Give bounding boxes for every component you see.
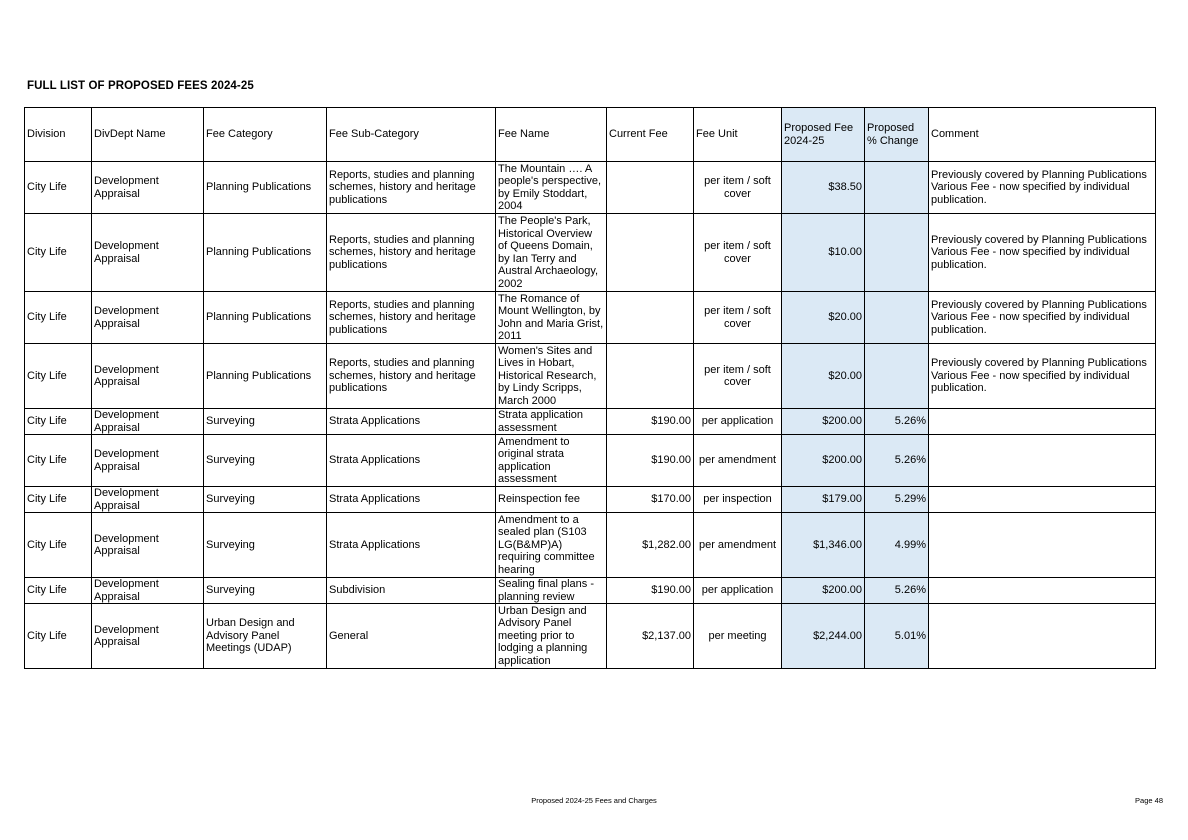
cell-fee-sub-category: Strata Applications (327, 409, 496, 435)
table-row (25, 435, 1156, 487)
cell-current-fee (607, 344, 694, 409)
cell-fee-name: Sealing final plans - planning review (496, 578, 607, 604)
cell-fee-unit: per item / soft cover (694, 214, 782, 292)
cell-fee-category: Planning Publications (204, 344, 327, 409)
cell-fee-unit: per amendment (694, 435, 782, 487)
cell-comment (929, 604, 1156, 669)
cell-division: City Life (25, 409, 92, 435)
cell-divdept-name: Development Appraisal (92, 292, 204, 344)
cell-division: City Life (25, 292, 92, 344)
page-title: FULL LIST OF PROPOSED FEES 2024-25 (27, 80, 254, 92)
cell-current-fee (607, 162, 694, 214)
cell-division: City Life (25, 214, 92, 292)
header-division: Division (25, 108, 92, 162)
cell-fee-sub-category: General (327, 604, 496, 669)
cell-fee-category: Surveying (204, 578, 327, 604)
cell-fee-unit: per meeting (694, 604, 782, 669)
cell-proposed-fee: $1,346.00 (782, 513, 865, 578)
cell-fee-category: Planning Publications (204, 292, 327, 344)
cell-comment (929, 487, 1156, 513)
header-fee-name: Fee Name (496, 108, 607, 162)
cell-fee-sub-category: Strata Applications (327, 435, 496, 487)
cell-fee-name: The Romance of Mount Wellington, by John and Maria Grist, 2011 (496, 292, 607, 344)
cell-fee-sub-category: Reports, studies and planning schemes, history and heritage publications (327, 214, 496, 292)
cell-fee-category: Surveying (204, 513, 327, 578)
cell-comment (929, 409, 1156, 435)
cell-comment (929, 435, 1156, 487)
cell-proposed-change: 5.29% (865, 487, 929, 513)
cell-current-fee (607, 214, 694, 292)
cell-fee-unit: per application (694, 578, 782, 604)
cell-division: City Life (25, 604, 92, 669)
table-row (25, 162, 1156, 214)
cell-fee-name: The Mountain …. A people's perspective, by Emily Stoddart, 2004 (496, 162, 607, 214)
cell-current-fee (607, 292, 694, 344)
cell-fee-name: Strata application assessment (496, 409, 607, 435)
cell-division: City Life (25, 578, 92, 604)
cell-fee-sub-category: Strata Applications (327, 513, 496, 578)
cell-fee-category: Planning Publications (204, 162, 327, 214)
header-current-fee: Current Fee (607, 108, 694, 162)
table-row (25, 344, 1156, 409)
cell-proposed-fee: $20.00 (782, 292, 865, 344)
table-row (25, 487, 1156, 513)
cell-proposed-fee: $20.00 (782, 344, 865, 409)
cell-fee-sub-category: Subdivision (327, 578, 496, 604)
cell-fee-unit: per application (694, 409, 782, 435)
cell-divdept-name: Development Appraisal (92, 435, 204, 487)
cell-proposed-change (865, 344, 929, 409)
cell-divdept-name: Development Appraisal (92, 344, 204, 409)
cell-current-fee: $170.00 (607, 487, 694, 513)
cell-comment: Previously covered by Planning Publications Various Fee - now specified by individual publication. (929, 214, 1156, 292)
table-row (25, 604, 1156, 669)
cell-fee-unit: per amendment (694, 513, 782, 578)
header-proposed-change: Proposed % Change (865, 108, 929, 162)
cell-fee-unit: per item / soft cover (694, 344, 782, 409)
cell-fee-name: Urban Design and Advisory Panel meeting prior to lodging a planning application (496, 604, 607, 669)
cell-fee-name: Amendment to a sealed plan (S103 LG(B&MP)A) requiring committee hearing (496, 513, 607, 578)
cell-comment: Previously covered by Planning Publications Various Fee - now specified by individual publication. (929, 292, 1156, 344)
footer-document-title: Proposed 2024-25 Fees and Charges (531, 796, 657, 805)
cell-fee-name: The People's Park, Historical Overview of Queens Domain, by Ian Terry and Austral Archaeology, 2002 (496, 214, 607, 292)
table-row (25, 409, 1156, 435)
cell-proposed-fee: $200.00 (782, 409, 865, 435)
cell-fee-category: Surveying (204, 435, 327, 487)
cell-divdept-name: Development Appraisal (92, 214, 204, 292)
cell-fee-name: Reinspection fee (496, 487, 607, 513)
cell-proposed-fee: $179.00 (782, 487, 865, 513)
cell-proposed-change: 5.26% (865, 409, 929, 435)
cell-proposed-change (865, 214, 929, 292)
cell-proposed-change (865, 292, 929, 344)
header-fee-category: Fee Category (204, 108, 327, 162)
cell-fee-sub-category: Strata Applications (327, 487, 496, 513)
cell-current-fee: $190.00 (607, 435, 694, 487)
cell-divdept-name: Development Appraisal (92, 578, 204, 604)
table-row (25, 513, 1156, 578)
cell-divdept-name: Development Appraisal (92, 162, 204, 214)
cell-current-fee: $190.00 (607, 578, 694, 604)
cell-comment: Previously covered by Planning Publications Various Fee - now specified by individual publication. (929, 162, 1156, 214)
cell-division: City Life (25, 435, 92, 487)
cell-proposed-change: 5.01% (865, 604, 929, 669)
cell-divdept-name: Development Appraisal (92, 513, 204, 578)
cell-fee-category: Urban Design and Advisory Panel Meetings (UDAP) (204, 604, 327, 669)
header-comment: Comment (929, 108, 1156, 162)
cell-fee-category: Surveying (204, 487, 327, 513)
cell-fee-unit: per inspection (694, 487, 782, 513)
table-row (25, 292, 1156, 344)
cell-fee-sub-category: Reports, studies and planning schemes, history and heritage publications (327, 344, 496, 409)
cell-fee-name: Amendment to original strata application assessment (496, 435, 607, 487)
fees-table (24, 107, 1156, 669)
cell-proposed-change: 4.99% (865, 513, 929, 578)
cell-proposed-fee: $2,244.00 (782, 604, 865, 669)
cell-divdept-name: Development Appraisal (92, 604, 204, 669)
cell-divdept-name: Development Appraisal (92, 487, 204, 513)
cell-comment: Previously covered by Planning Publications Various Fee - now specified by individual publication. (929, 344, 1156, 409)
cell-comment (929, 513, 1156, 578)
cell-fee-sub-category: Reports, studies and planning schemes, history and heritage publications (327, 292, 496, 344)
cell-comment (929, 578, 1156, 604)
cell-proposed-change (865, 162, 929, 214)
footer-page-number: Page 48 (1135, 796, 1163, 805)
cell-division: City Life (25, 344, 92, 409)
header-proposed-fee: Proposed Fee 2024-25 (782, 108, 865, 162)
cell-proposed-fee: $200.00 (782, 578, 865, 604)
cell-fee-sub-category: Reports, studies and planning schemes, history and heritage publications (327, 162, 496, 214)
header-divdept-name: DivDept Name (92, 108, 204, 162)
table-row (25, 214, 1156, 292)
header-fee-unit: Fee Unit (694, 108, 782, 162)
header-fee-sub-category: Fee Sub-Category (327, 108, 496, 162)
cell-divdept-name: Development Appraisal (92, 409, 204, 435)
cell-fee-unit: per item / soft cover (694, 292, 782, 344)
cell-division: City Life (25, 162, 92, 214)
cell-proposed-change: 5.26% (865, 578, 929, 604)
cell-proposed-fee: $38.50 (782, 162, 865, 214)
cell-fee-category: Planning Publications (204, 214, 327, 292)
cell-proposed-fee: $200.00 (782, 435, 865, 487)
cell-division: City Life (25, 487, 92, 513)
cell-fee-category: Surveying (204, 409, 327, 435)
cell-division: City Life (25, 513, 92, 578)
cell-fee-unit: per item / soft cover (694, 162, 782, 214)
cell-current-fee: $1,282.00 (607, 513, 694, 578)
cell-proposed-fee: $10.00 (782, 214, 865, 292)
cell-current-fee: $190.00 (607, 409, 694, 435)
cell-current-fee: $2,137.00 (607, 604, 694, 669)
cell-fee-name: Women's Sites and Lives in Hobart, Historical Research, by Lindy Scripps, March 2000 (496, 344, 607, 409)
table-header-row (25, 108, 1156, 162)
table-row (25, 578, 1156, 604)
cell-proposed-change: 5.26% (865, 435, 929, 487)
